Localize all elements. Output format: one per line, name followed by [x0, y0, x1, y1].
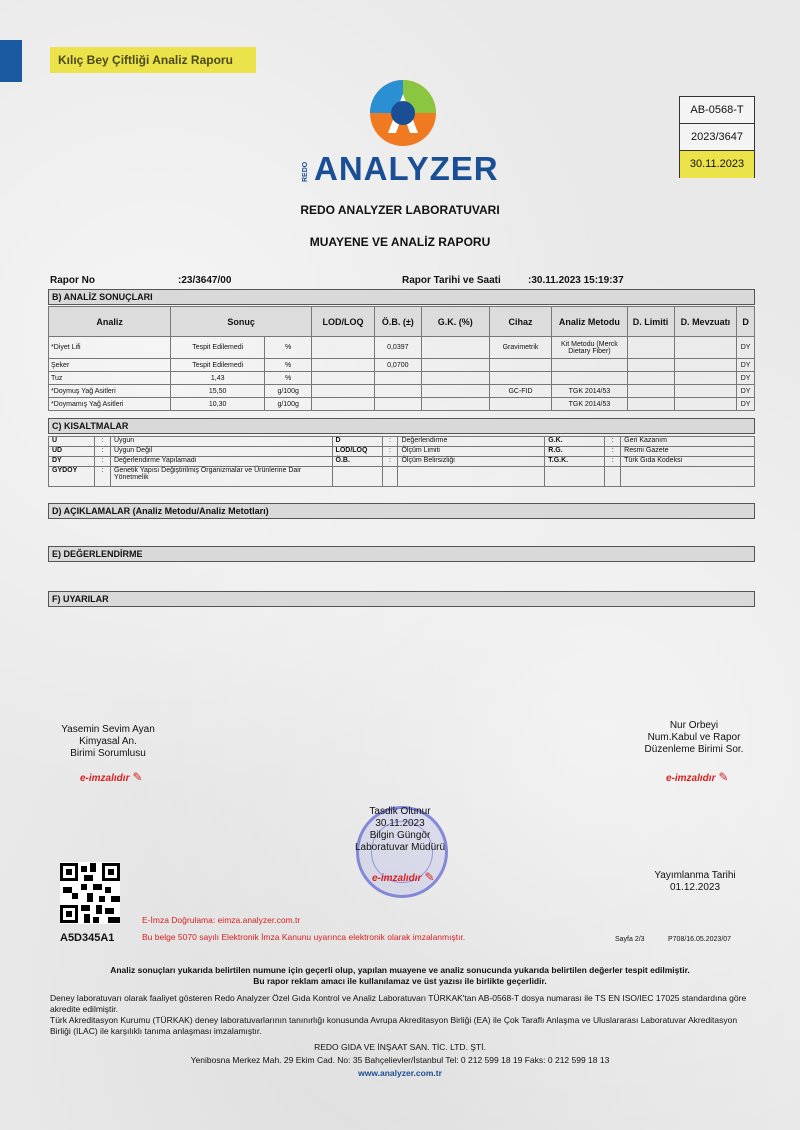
cell-d: DY	[737, 398, 755, 411]
table-row	[49, 398, 755, 411]
cell-sonuc: Tespit Edilemedi	[171, 359, 265, 372]
center-esign	[372, 868, 435, 886]
cell-metod: TGK 2014/53	[552, 398, 627, 411]
cell-analiz: Şeker	[49, 359, 171, 372]
esign-label: e-imzalıdır	[372, 873, 422, 884]
company-name: REDO GIDA VE İNŞAAT SAN. TİC. LTD. ŞTİ.	[314, 1042, 486, 1052]
abbr-key: D	[332, 437, 382, 447]
qr-code-label: A5D345A1	[60, 932, 115, 944]
abbr-key: LOD/LOQ	[332, 447, 382, 457]
footer-para2: Türk Akreditasyon Kurumu (TÜRKAK) deney laboratuvarlarının tanınırlığı konusunda Avrupa Akreditasyon Birliği (EA) ile Çok Taraflı Anlaşma ve Uluslararası Laboratuvar Akreditasyon Birliği (ILAC) ile karşılıklı tanıma anlaşması imzalamıştır.	[50, 1015, 738, 1036]
left-esign	[80, 768, 143, 786]
col-analiz: Analiz	[49, 307, 171, 337]
abbr-value: Değerlendirme	[398, 437, 545, 447]
col-lod: LOD/LOQ	[312, 307, 375, 337]
left-signer-name: Yasemin Sevim Ayan	[61, 724, 155, 735]
abbr-key: U	[49, 437, 95, 447]
col-metod: Analiz Metodu	[552, 307, 627, 337]
abbr-value: Türk Gıda Kodeksi	[621, 457, 755, 467]
cell-d: DY	[737, 385, 755, 398]
center-line3: Bilgin Güngör	[369, 830, 431, 841]
center-signature	[340, 806, 460, 854]
report-no-label: Rapor No	[50, 275, 95, 286]
abbr-value: Uygun	[110, 437, 332, 447]
abbr-value: Değerlendirme Yapılamadı	[110, 457, 332, 467]
cell-analiz: Tuz	[49, 372, 171, 385]
table-row	[49, 359, 755, 372]
report-date-value: :30.11.2023 15:19:37	[528, 275, 624, 286]
logo-mark-icon	[368, 78, 438, 148]
footer-para1: Deney laboratuvarı olarak faaliyet gösteren Redo Analyzer Özel Gıda Kontrol ve Analiz Laboratuvarı TÜRKAK'tan AB-0568-T dosya numarası ile TS EN ISO/IEC 17025 standardına göre akredite edilmiştir.	[50, 993, 747, 1014]
qr-code-icon	[60, 862, 120, 924]
abbr-value: Ölçüm Limiti	[398, 447, 545, 457]
cell-cihaz: Gravimetrik	[489, 337, 552, 359]
accreditation-number: AB-0568-T	[680, 97, 754, 124]
logo-small-text: REDO	[302, 161, 309, 182]
right-signer-title1: Num.Kabul ve Rapor	[647, 732, 741, 743]
col-dmevzuat: D. Mevzuatı	[674, 307, 737, 337]
right-esign	[666, 768, 729, 786]
footer-ad-warning: Bu rapor reklam amacı ile kullanılamaz ve üst yazısı ile birlikte geçerlidir.	[253, 976, 547, 986]
abbr-row: DY : Değerlendirme Yapılamadı Ö.B. : Ölçüm Belirsizliği T.G.K. : Türk Gıda Kodeksi	[49, 457, 755, 467]
abbr-key: GYDOY	[49, 467, 95, 487]
cell-birim: %	[265, 372, 312, 385]
abbr-key: UD	[49, 447, 95, 457]
cell-sonuc: 10,30	[171, 398, 265, 411]
footer-accreditation	[50, 993, 750, 1037]
esign-verify-link: E-İmza Doğrulama: eimza.analyzer.com.tr	[142, 915, 301, 925]
cell-sonuc: Tespit Edilemedi	[171, 337, 265, 359]
cell-birim: %	[265, 359, 312, 372]
table-row	[49, 385, 755, 398]
center-line2: 30.11.2023	[375, 818, 425, 829]
abbr-row: GYDOY : Genetik Yapısı Değiştirilmiş Organizmalar ve Ürünlerine Dair Yönetmelik	[49, 467, 755, 487]
cell-d: DY	[737, 372, 755, 385]
cell-sonuc: 1,43	[171, 372, 265, 385]
cell-ob: 0,0397	[374, 337, 421, 359]
left-signature	[48, 724, 168, 760]
section-b-header: B) ANALİZ SONUÇLARI	[48, 289, 755, 305]
col-ob: Ö.B. (±)	[374, 307, 421, 337]
abbr-row: U : Uygun D : Değerlendirme G.K. : Geri Kazanım	[49, 437, 755, 447]
right-signer-title2: Düzenleme Birimi Sor.	[644, 744, 744, 755]
footer-company	[50, 1041, 750, 1080]
results-table	[48, 306, 755, 411]
report-title: MUAYENE VE ANALİZ RAPORU	[309, 235, 491, 249]
abbr-key: R.G.	[545, 447, 605, 457]
table-row	[49, 372, 755, 385]
cell-metod: Kit Metodu (Merck Dietary Fiber)	[552, 337, 627, 359]
results-header-row	[49, 307, 755, 337]
left-signer-title1: Kimyasal An.	[79, 736, 137, 747]
cell-d: DY	[737, 337, 755, 359]
col-sonuc: Sonuç	[171, 307, 312, 337]
accreditation-code-box	[679, 96, 755, 178]
section-d-header: D) AÇIKLAMALAR (Analiz Metodu/Analiz Metotları)	[48, 503, 755, 519]
section-e-header: E) DEĞERLENDİRME	[48, 546, 755, 562]
section-f-header: F) UYARILAR	[48, 591, 755, 607]
abbr-row: UD : Uygun Değil LOD/LOQ : Ölçüm Limiti R.G. : Resmi Gazete	[49, 447, 755, 457]
page-number: Sayfa 2/3	[615, 936, 645, 943]
pen-icon: ✎	[424, 870, 435, 884]
pen-icon: ✎	[132, 770, 143, 784]
cell-ob: 0,0700	[374, 359, 421, 372]
report-date-label: Rapor Tarihi ve Saati	[402, 275, 501, 286]
left-signer-title2: Birimi Sorumlusu	[70, 748, 146, 759]
company-website[interactable]: www.analyzer.com.tr	[358, 1068, 442, 1078]
abbr-key: DY	[49, 457, 95, 467]
col-d: D	[737, 307, 755, 337]
cell-birim: g/100g	[265, 385, 312, 398]
cell-birim: %	[265, 337, 312, 359]
esign-label: e-imzalıdır	[666, 773, 716, 784]
publish-info	[640, 870, 750, 894]
abbreviations-table	[48, 436, 755, 487]
cell-analiz: *Doymuş Yağ Asitleri	[49, 385, 171, 398]
table-row	[49, 337, 755, 359]
abbr-key: Ö.B.	[332, 457, 382, 467]
cell-sonuc: 15,50	[171, 385, 265, 398]
footer-validity: Analiz sonuçları yukarıda belirtilen numune için geçerli olup, yapılan muayene ve analiz sonucunda yukarıda belirtilen değerler tespit edilmiştir.	[110, 965, 690, 975]
abbr-key: G.K.	[545, 437, 605, 447]
abbr-key: T.G.K.	[545, 457, 605, 467]
esign-label: e-imzalıdır	[80, 773, 130, 784]
analyzer-logo	[296, 78, 508, 186]
footer-notice	[50, 965, 750, 987]
pen-icon: ✎	[718, 770, 729, 784]
col-dlimit: D. Limiti	[627, 307, 674, 337]
right-signer-name: Nur Orbeyi	[669, 720, 719, 731]
abbr-value: Resmi Gazete	[621, 447, 755, 457]
publish-label: Yayımlanma Tarihi	[654, 870, 736, 881]
col-gk: G.K. (%)	[421, 307, 489, 337]
logo-wordmark: ANALYZER	[314, 150, 499, 187]
cell-birim: g/100g	[265, 398, 312, 411]
lab-name: REDO ANALYZER LABORATUVARI	[300, 203, 500, 217]
publish-date: 01.12.2023	[669, 882, 721, 893]
cell-analiz: *Diyet Lifi	[49, 337, 171, 359]
abbr-value: Uygun Değil	[110, 447, 332, 457]
cell-d: DY	[737, 359, 755, 372]
cell-cihaz: GC-FID	[489, 385, 552, 398]
corner-tab	[0, 40, 22, 82]
highlighted-title: Kılıç Bey Çiftliği Analiz Raporu	[50, 47, 256, 73]
cell-metod: TGK 2014/53	[552, 385, 627, 398]
abbr-value: Geri Kazanım	[621, 437, 755, 447]
report-no-value: :23/3647/00	[178, 275, 232, 286]
company-address: Yenibosna Merkez Mah. 29 Ekim Cad. No: 35 Bahçelievler/İstanbul Tel: 0 212 599 18 19 Faks: 0 212 599 18 13	[190, 1055, 610, 1065]
center-line4: Laboratuvar Müdürü	[354, 842, 446, 853]
section-c-header: C) KISALTMALAR	[48, 418, 755, 434]
abbr-value: Genetik Yapısı Değiştirilmiş Organizmalar ve Ürünlerine Dair Yönetmelik	[110, 467, 332, 487]
esign-law-notice: Bu belge 5070 sayılı Elektronik İmza Kanunu uyarınca elektronik olarak imzalanmıştır.	[142, 932, 466, 942]
col-cihaz: Cihaz	[489, 307, 552, 337]
cell-analiz: *Doymamış Yağ Asitleri	[49, 398, 171, 411]
report-date-highlight: 30.11.2023	[680, 151, 754, 178]
right-signature	[632, 720, 756, 756]
abbr-value: Ölçüm Belirsizliği	[398, 457, 545, 467]
form-code: P708/16.05.2023/07	[668, 936, 732, 943]
report-code: 2023/3647	[680, 124, 754, 151]
center-line1: Tasdik Olunur	[369, 806, 431, 817]
